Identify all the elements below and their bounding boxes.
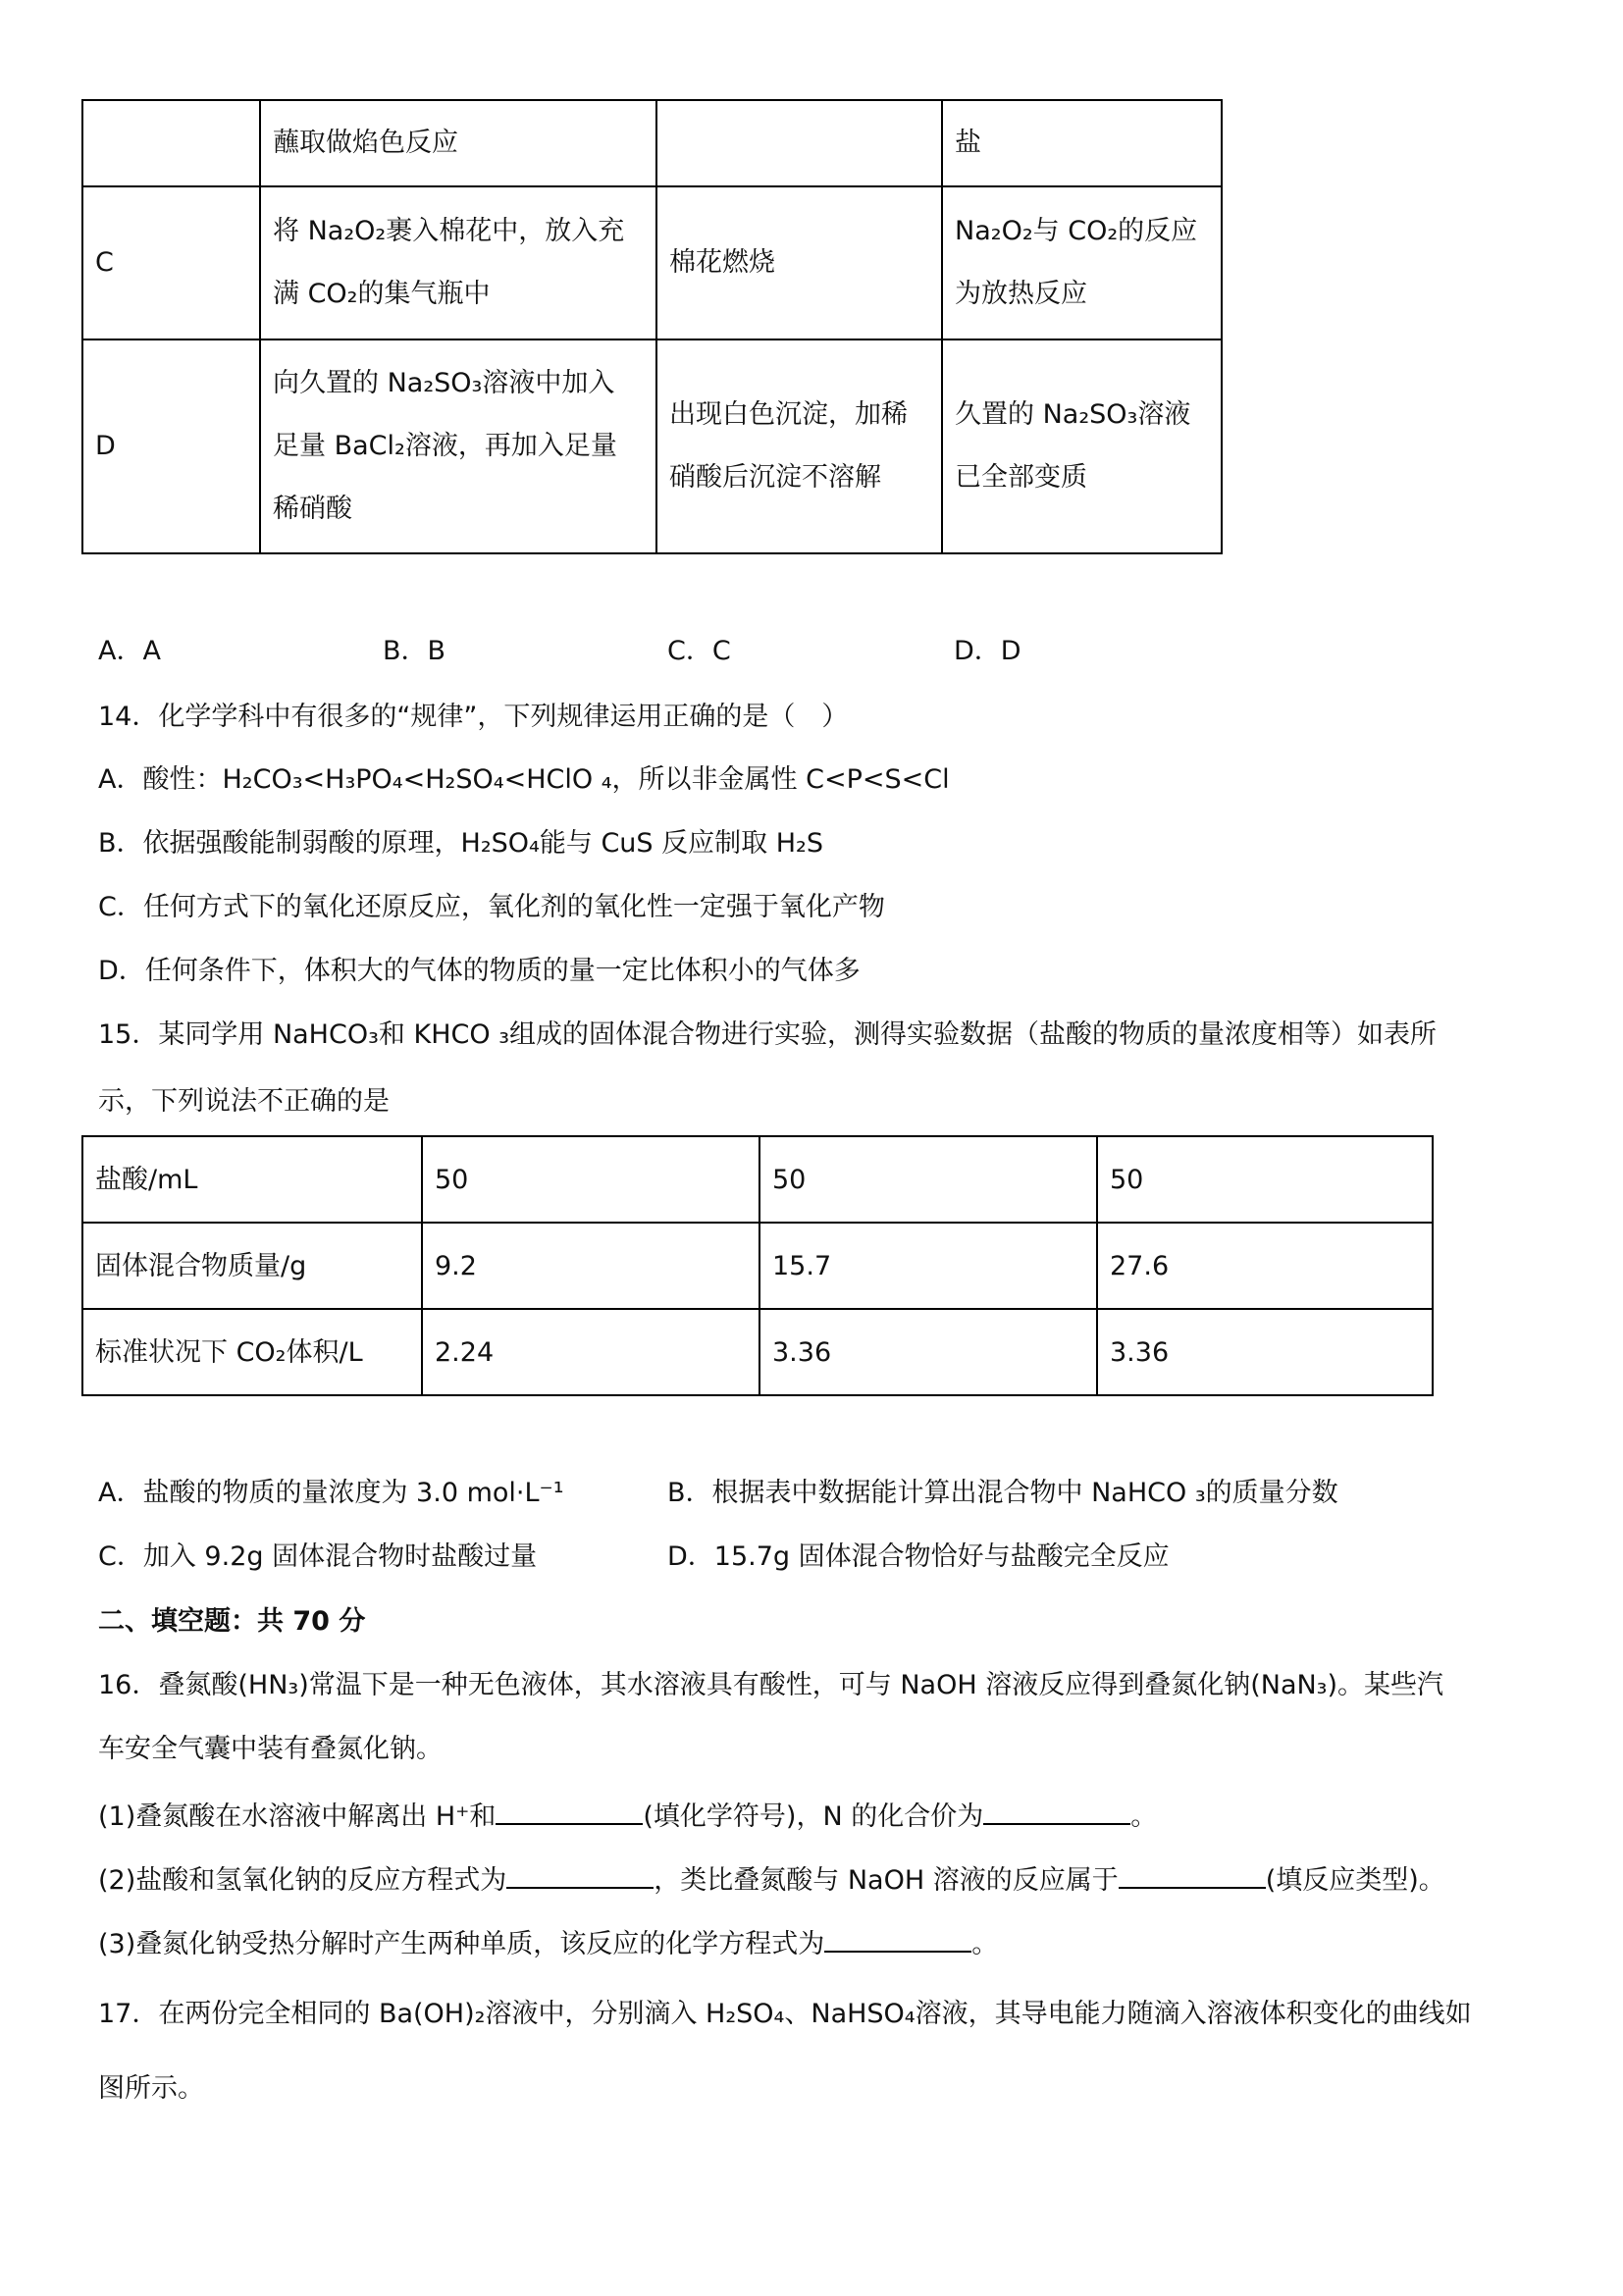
experiment-table (81, 99, 1223, 554)
cell-line: 出现白色沉淀，加稀 (669, 399, 908, 430)
prompt-text: (3)叠氮化钠受热分解时产生两种单质，该反应的化学方程式为 (98, 1929, 825, 1959)
cell: 15.7 (759, 1223, 1097, 1309)
cell-line: 满 CO₂的集气瓶中 (273, 279, 491, 309)
q16-part3 (98, 1927, 998, 1957)
prompt-text: (填反应类型)。 (1265, 1865, 1445, 1896)
table-row (82, 100, 1222, 186)
q15-option-a: A．盐酸的物质的量浓度为 3.0 mol·L⁻¹ (98, 1478, 564, 1508)
q15-stem: 15．某同学用 NaHCO₃和 KHCO ₃组成的固体混合物进行实验，测得实验数据（盐酸的物质的量浓度相等）如表所 (98, 1019, 1438, 1050)
row-label: D (82, 339, 260, 553)
table-row (82, 1136, 1433, 1223)
answer-blank[interactable] (496, 1800, 643, 1825)
q14-stem: 14．化学学科中有很多的“规律”，下列规律运用正确的是（ ） (98, 702, 849, 732)
answer-blank[interactable] (506, 1863, 654, 1889)
cell-line: Na₂O₂与 CO₂的反应 (955, 216, 1198, 246)
prompt-text: (2)盐酸和氢氧化钠的反应方程式为 (98, 1865, 507, 1896)
table-row (82, 339, 1222, 553)
q16-part2 (98, 1863, 1445, 1894)
cell-line: 将 Na₂O₂裹入棉花中，放入充 (273, 216, 625, 246)
conclusion-cell (942, 339, 1222, 553)
phenomenon-cell (656, 100, 942, 186)
operation-cell: 蘸取做焰色反应 (260, 100, 656, 186)
q15-stem-cont: 示，下列说法不正确的是 (98, 1086, 390, 1117)
q14-option-d: D．任何条件下，体积大的气体的物质的量一定比体积小的气体多 (98, 956, 861, 986)
phenomenon-cell (656, 339, 942, 553)
operation-cell (260, 186, 656, 339)
cell: 3.36 (759, 1309, 1097, 1395)
cell-line: 足量 BaCl₂溶液，再加入足量 (273, 431, 617, 461)
q15-option-c: C．加入 9.2g 固体混合物时盐酸过量 (98, 1541, 538, 1572)
cell-line: 向久置的 Na₂SO₃溶液中加入 (273, 368, 615, 398)
cell: 50 (422, 1136, 759, 1223)
q15-option-d: D．15.7g 固体混合物恰好与盐酸完全反应 (667, 1541, 1170, 1572)
q14-option-c: C．任何方式下的氧化还原反应，氧化剂的氧化性一定强于氧化产物 (98, 892, 885, 922)
table-row (82, 1309, 1433, 1395)
q13-option-c: C．C (667, 636, 731, 666)
cell-line: 为放热反应 (955, 279, 1087, 309)
conclusion-cell: 盐 (942, 100, 1222, 186)
prompt-text: 。 (1130, 1801, 1158, 1832)
prompt-text: (1)叠氮酸在水溶液中解离出 H⁺和 (98, 1801, 497, 1832)
answer-blank[interactable] (1119, 1863, 1266, 1889)
q15-option-b: B．根据表中数据能计算出混合物中 NaHCO ₃的质量分数 (667, 1478, 1338, 1508)
q16-part1 (98, 1800, 1157, 1830)
q13-option-b: B．B (383, 636, 446, 666)
row-header: 标准状况下 CO₂体积/L (82, 1309, 422, 1395)
q16-stem-cont: 车安全气囊中装有叠氮化钠。 (98, 1734, 443, 1764)
q17-stem-cont: 图所示。 (98, 2073, 204, 2104)
cell-line: 稀硝酸 (273, 494, 352, 524)
cell: 50 (759, 1136, 1097, 1223)
cell-line: 久置的 Na₂SO₃溶液 (955, 399, 1191, 430)
q16-stem: 16．叠氮酸(HN₃)常温下是一种无色液体，其水溶液具有酸性，可与 NaOH 溶液反应得到叠氮化钠(NaN₃)。某些汽 (98, 1670, 1444, 1700)
answer-blank[interactable] (983, 1800, 1130, 1825)
cell-line: 硝酸后沉淀不溶解 (669, 462, 881, 493)
prompt-text: 。 (971, 1929, 999, 1959)
cell-line: 已全部变质 (955, 462, 1087, 493)
cell: 27.6 (1097, 1223, 1433, 1309)
prompt-text: ，类比叠氮酸与 NaOH 溶液的反应属于 (654, 1865, 1119, 1896)
q13-option-d: D．D (954, 636, 1021, 666)
cell: 2.24 (422, 1309, 759, 1395)
row-header: 盐酸/mL (82, 1136, 422, 1223)
data-table (81, 1135, 1434, 1396)
answer-blank[interactable] (824, 1927, 971, 1953)
q17-stem: 17．在两份完全相同的 Ba(OH)₂溶液中，分别滴入 H₂SO₄、NaHSO₄溶液，其导电能力随滴入溶液体积变化的曲线如 (98, 1999, 1472, 2029)
table-row (82, 186, 1222, 339)
q13-option-a: A．A (98, 636, 161, 666)
phenomenon-cell: 棉花燃烧 (656, 186, 942, 339)
q14-option-a: A．酸性：H₂CO₃<H₃PO₄<H₂SO₄<HClO ₄，所以非金属性 C<P<S<Cl (98, 764, 950, 795)
cell: 9.2 (422, 1223, 759, 1309)
row-label: C (82, 186, 260, 339)
conclusion-cell (942, 186, 1222, 339)
operation-cell (260, 339, 656, 553)
row-label (82, 100, 260, 186)
cell: 50 (1097, 1136, 1433, 1223)
cell: 3.36 (1097, 1309, 1433, 1395)
row-header: 固体混合物质量/g (82, 1223, 422, 1309)
prompt-text: (填化学符号)，N 的化合价为 (643, 1801, 984, 1832)
table-row (82, 1223, 1433, 1309)
q14-option-b: B．依据强酸能制弱酸的原理，H₂SO₄能与 CuS 反应制取 H₂S (98, 828, 823, 859)
section-heading: 二、填空题：共 70 分 (98, 1606, 366, 1637)
